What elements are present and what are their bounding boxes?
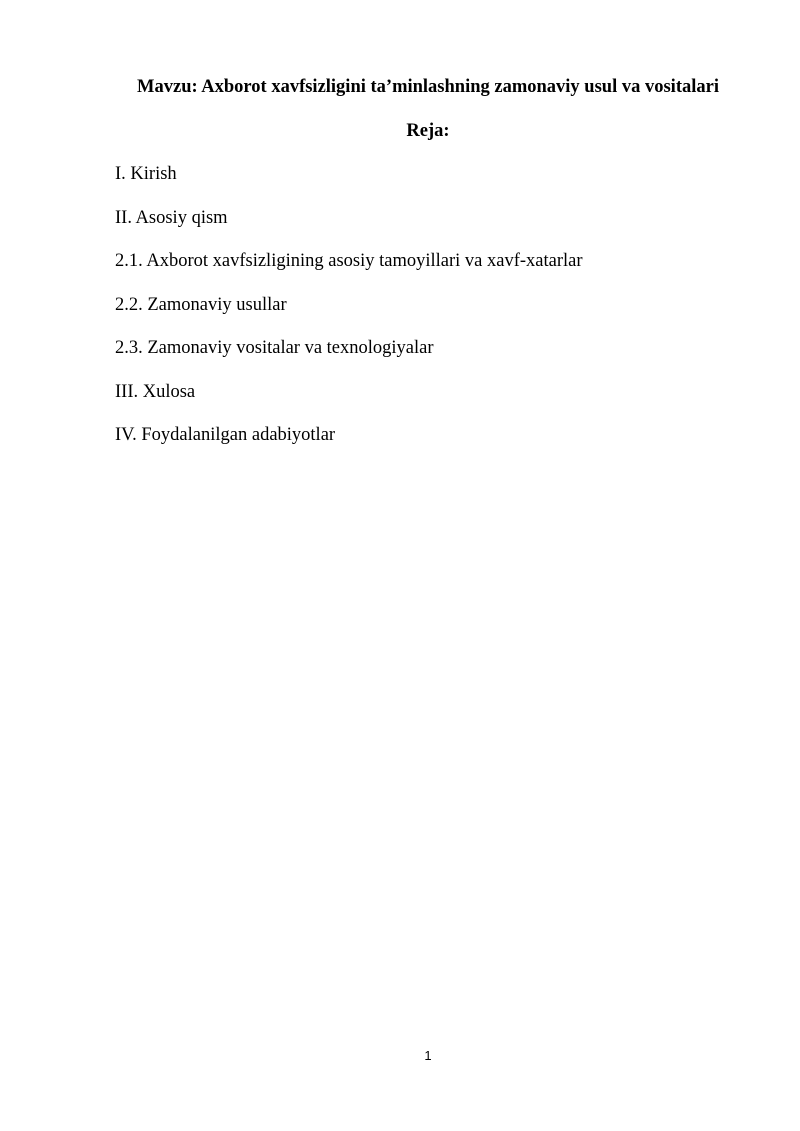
plan-item-conclusion: III. Xulosa — [115, 381, 196, 402]
plan-item-references: IV. Foydalanilgan adabiyotlar — [115, 425, 336, 445]
plan-item-main-part: II. Asosiy qism — [115, 207, 228, 228]
plan-item-2-1: 2.1. Axborot xavfsizligining asosiy tamoyillari va xavf-xatarlar — [115, 251, 583, 271]
page-number: 1 — [424, 1048, 432, 1063]
plan-heading: Reja: — [406, 121, 450, 141]
plan-item-2-3: 2.3. Zamonaviy vositalar va texnologiyalar — [115, 338, 434, 358]
plan-list — [115, 163, 583, 468]
plan-item-2-2: 2.2. Zamonaviy usullar — [115, 294, 287, 315]
plan-item-intro: I. Kirish — [115, 164, 177, 184]
document-title: Mavzu: Axborot xavfsizligini ta’minlashning zamonaviy usul va vositalari — [137, 77, 719, 97]
